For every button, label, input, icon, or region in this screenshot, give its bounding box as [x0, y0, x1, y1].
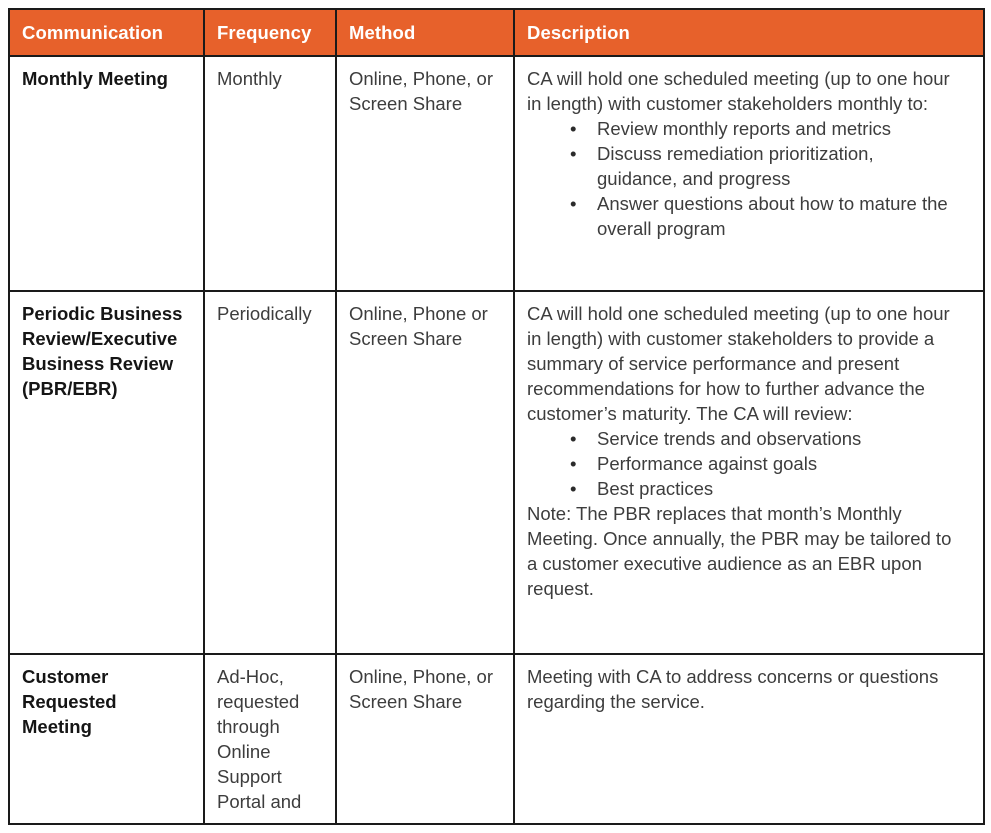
- bullet-item: • Performance against goals: [597, 451, 955, 476]
- bullet-list: [527, 426, 955, 501]
- cell-method: Online, Phone or Screen Share: [336, 291, 514, 654]
- bullet-item: • Discuss remediation prioritization, guidance, and progress: [597, 141, 955, 191]
- cell-description: [514, 654, 984, 824]
- header-cell-frequency: Frequency: [204, 9, 336, 56]
- header-row: [9, 9, 984, 56]
- description-intro: CA will hold one scheduled meeting (up to one hour in length) with customer stakeholders to provide a summary of service performance and present recommendations for how to further advance the customer’s maturity. The CA will review:: [527, 303, 950, 424]
- communications-table: [8, 8, 985, 825]
- table-row-pbr-ebr: [9, 291, 984, 654]
- bullet-list: [527, 116, 955, 241]
- cell-communication: Periodic Business Review/Executive Business Review (PBR/EBR): [9, 291, 204, 654]
- cell-communication: Customer Requested Meeting: [9, 654, 204, 824]
- description-intro: CA will hold one scheduled meeting (up to one hour in length) with customer stakeholders monthly to:: [527, 68, 950, 114]
- cell-frequency: Periodically: [204, 291, 336, 654]
- header-cell-communication: Communication: [9, 9, 204, 56]
- cell-method: Online, Phone, or Screen Share: [336, 654, 514, 824]
- description-intro: Meeting with CA to address concerns or questions regarding the service.: [527, 666, 939, 712]
- header-cell-method: Method: [336, 9, 514, 56]
- table-row-customer-requested: [9, 654, 984, 824]
- description-note: Note: The PBR replaces that month’s Monthly Meeting. Once annually, the PBR may be tailored to a customer executive audience as an EBR upon request.: [527, 503, 952, 599]
- bullet-item: • Best practices: [597, 476, 955, 501]
- cell-description: [514, 291, 984, 654]
- cell-method: Online, Phone, or Screen Share: [336, 56, 514, 291]
- frequency-truncated-text: Ad-Hoc, requested through Online Support Portal and: [217, 666, 302, 812]
- bullet-item: • Service trends and observations: [597, 426, 955, 451]
- cell-communication: Monthly Meeting: [9, 56, 204, 291]
- header-cell-description: Description: [514, 9, 984, 56]
- bullet-item: • Answer questions about how to mature the overall program: [597, 191, 955, 241]
- cell-frequency: Monthly: [204, 56, 336, 291]
- bullet-item: • Review monthly reports and metrics: [597, 116, 955, 141]
- cell-frequency: [204, 654, 336, 824]
- cell-description: [514, 56, 984, 291]
- table-row-monthly-meeting: [9, 56, 984, 291]
